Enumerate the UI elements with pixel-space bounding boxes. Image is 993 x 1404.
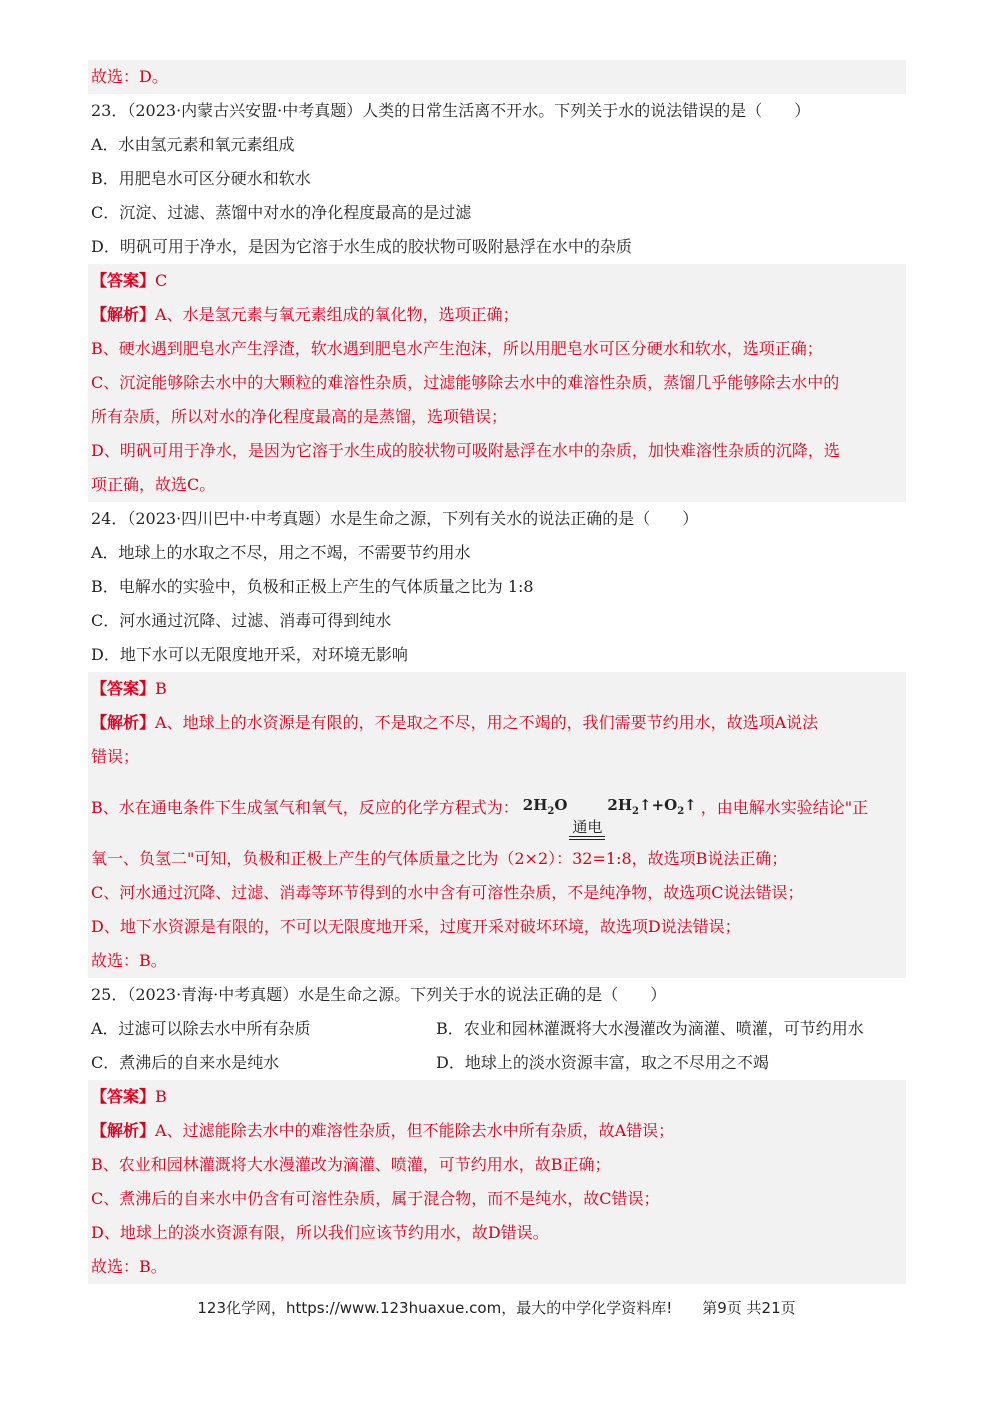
prev-conclusion: 故选：D。 [88,60,906,94]
q25-conclusion: 故选：B。 [91,1257,167,1276]
q25-analysis-d: D、地球上的淡水资源有限，所以我们应该节约用水，故D错误。 [91,1223,549,1242]
equation-condition: 通电 [572,817,603,836]
q24-analysis-d: D、地下水资源是有限的，不可以无限度地开采，过度开采对破坏环境，故选项D说法错误； [91,917,741,936]
q23-answer-block [88,264,906,502]
q23-stem: 23．（2023·内蒙古兴安盟·中考真题）人类的日常生活离不开水。下列关于水的说法错误的是（ ） [91,101,811,120]
q25-option-d: D．地球上的淡水资源丰富，取之不尽用之不竭 [436,1053,769,1072]
q24-stem: 24．（2023·四川巴中·中考真题）水是生命之源，下列有关水的说法正确的是（ ） [91,509,699,528]
q23-analysis-c1: C、沉淀能够除去水中的大颗粒的难溶性杂质，过滤能够除去水中的难溶性杂质，蒸馏几乎能够除去水中的 [91,373,840,392]
q23-analysis-d1: D、明矾可用于净水，是因为它溶于水生成的胶状物可吸附悬浮在水中的杂质，加快难溶性杂质的沉降，选 [91,441,840,460]
q23-analysis-d2: 项正确，故选C。 [91,475,216,494]
q24-analysis-b-post: ，由电解水实验结论"正 [700,798,869,817]
q23-option-d: D．明矾可用于净水，是因为它溶于水生成的胶状物可吸附悬浮在水中的杂质 [91,237,632,256]
q23-option-a: A．水由氢元素和氧元素组成 [91,135,295,154]
q23-analysis-c2: 所有杂质，所以对水的净化程度最高的是蒸馏，选项错误； [91,407,508,426]
chemical-equation: $2H_2O$ 通电 $2H_2↑+O_2↑$ [523,771,697,846]
q23-answer: C [155,271,168,290]
q25-answer-block [88,1080,906,1284]
q24-option-a: A．地球上的水取之不尽，用之不竭，不需要节约用水 [91,543,471,562]
analysis-label: 【解析】 [91,713,156,732]
q24-answer-block [88,672,906,978]
q24-answer: B [155,679,167,698]
analysis-label: 【解析】 [91,1121,156,1140]
q25-stem: 25．（2023·青海·中考真题）水是生命之源。下列关于水的说法正确的是（ ） [91,985,667,1004]
q24-analysis-b1 [88,774,906,842]
q23-analysis-b: B、硬水遇到肥皂水产生浮渣，软水遇到肥皂水产生泡沫，所以用肥皂水可区分硬水和软水，选项正确； [91,339,823,358]
q23-analysis-a: A、水是氢元素与氧元素组成的氧化物，选项正确； [155,305,519,324]
answer-label: 【答案】 [91,271,156,290]
q24-option-d: D．地下水可以无限度地开采，对环境无影响 [91,645,408,664]
q25-analysis-a: A、过滤能除去水中的难溶性杂质，但不能除去水中所有杂质，故A错误； [155,1121,675,1140]
q25-answer: B [155,1087,167,1106]
answer-label: 【答案】 [91,1087,156,1106]
q25-option-a: A．过滤可以除去水中所有杂质 [91,1019,311,1038]
q25-analysis-b: B、农业和园林灌溉将大水漫灌改为滴灌、喷灌，可节约用水，故B正确； [91,1155,611,1174]
q25-option-b: B．农业和园林灌溉将大水漫灌改为滴灌、喷灌，可节约用水 [436,1019,864,1038]
q24-conclusion: 故选：B。 [91,951,167,970]
q24-analysis-a2: 错误； [91,747,140,766]
q23-option-c: C．沉淀、过滤、蒸馏中对水的净化程度最高的是过滤 [91,203,472,222]
analysis-label: 【解析】 [91,305,156,324]
q25-options-row-1 [88,1012,906,1046]
q24-option-b: B．电解水的实验中，负极和正极上产生的气体质量之比为 1:8 [91,577,534,596]
q25-analysis-c: C、煮沸后的自来水中仍含有可溶性杂质，属于混合物，而不是纯水，故C错误； [91,1189,660,1208]
page-footer: 123化学网，https://www.123huaxue.com，最大的中学化学资料库! 第9页 共21页 [197,1299,796,1317]
document-page [88,60,906,1284]
q24-option-c: C．河水通过沉降、过滤、消毒可得到纯水 [91,611,392,630]
q24-analysis-c: C、河水通过沉降、过滤、消毒等环节得到的水中含有可溶性杂质，不是纯净物，故选项C说法错误； [91,883,804,902]
q25-option-c: C．煮沸后的自来水是纯水 [91,1053,280,1072]
q23-option-b: B．用肥皂水可区分硬水和软水 [91,169,311,188]
q24-analysis-b2: 氧一、负氢二"可知，负极和正极上产生的气体质量之比为（2×2）：32=1:8，故选项B说法正确； [91,849,788,868]
answer-label: 【答案】 [91,679,156,698]
q24-analysis-a1: A、地球上的水资源是有限的，不是取之不尽，用之不竭的，我们需要节约用水，故选项A说法 [155,713,819,732]
q25-options-row-2 [88,1046,906,1080]
q24-analysis-b-pre: B、水在通电条件下生成氢气和氧气，反应的化学方程式为： [91,798,519,817]
